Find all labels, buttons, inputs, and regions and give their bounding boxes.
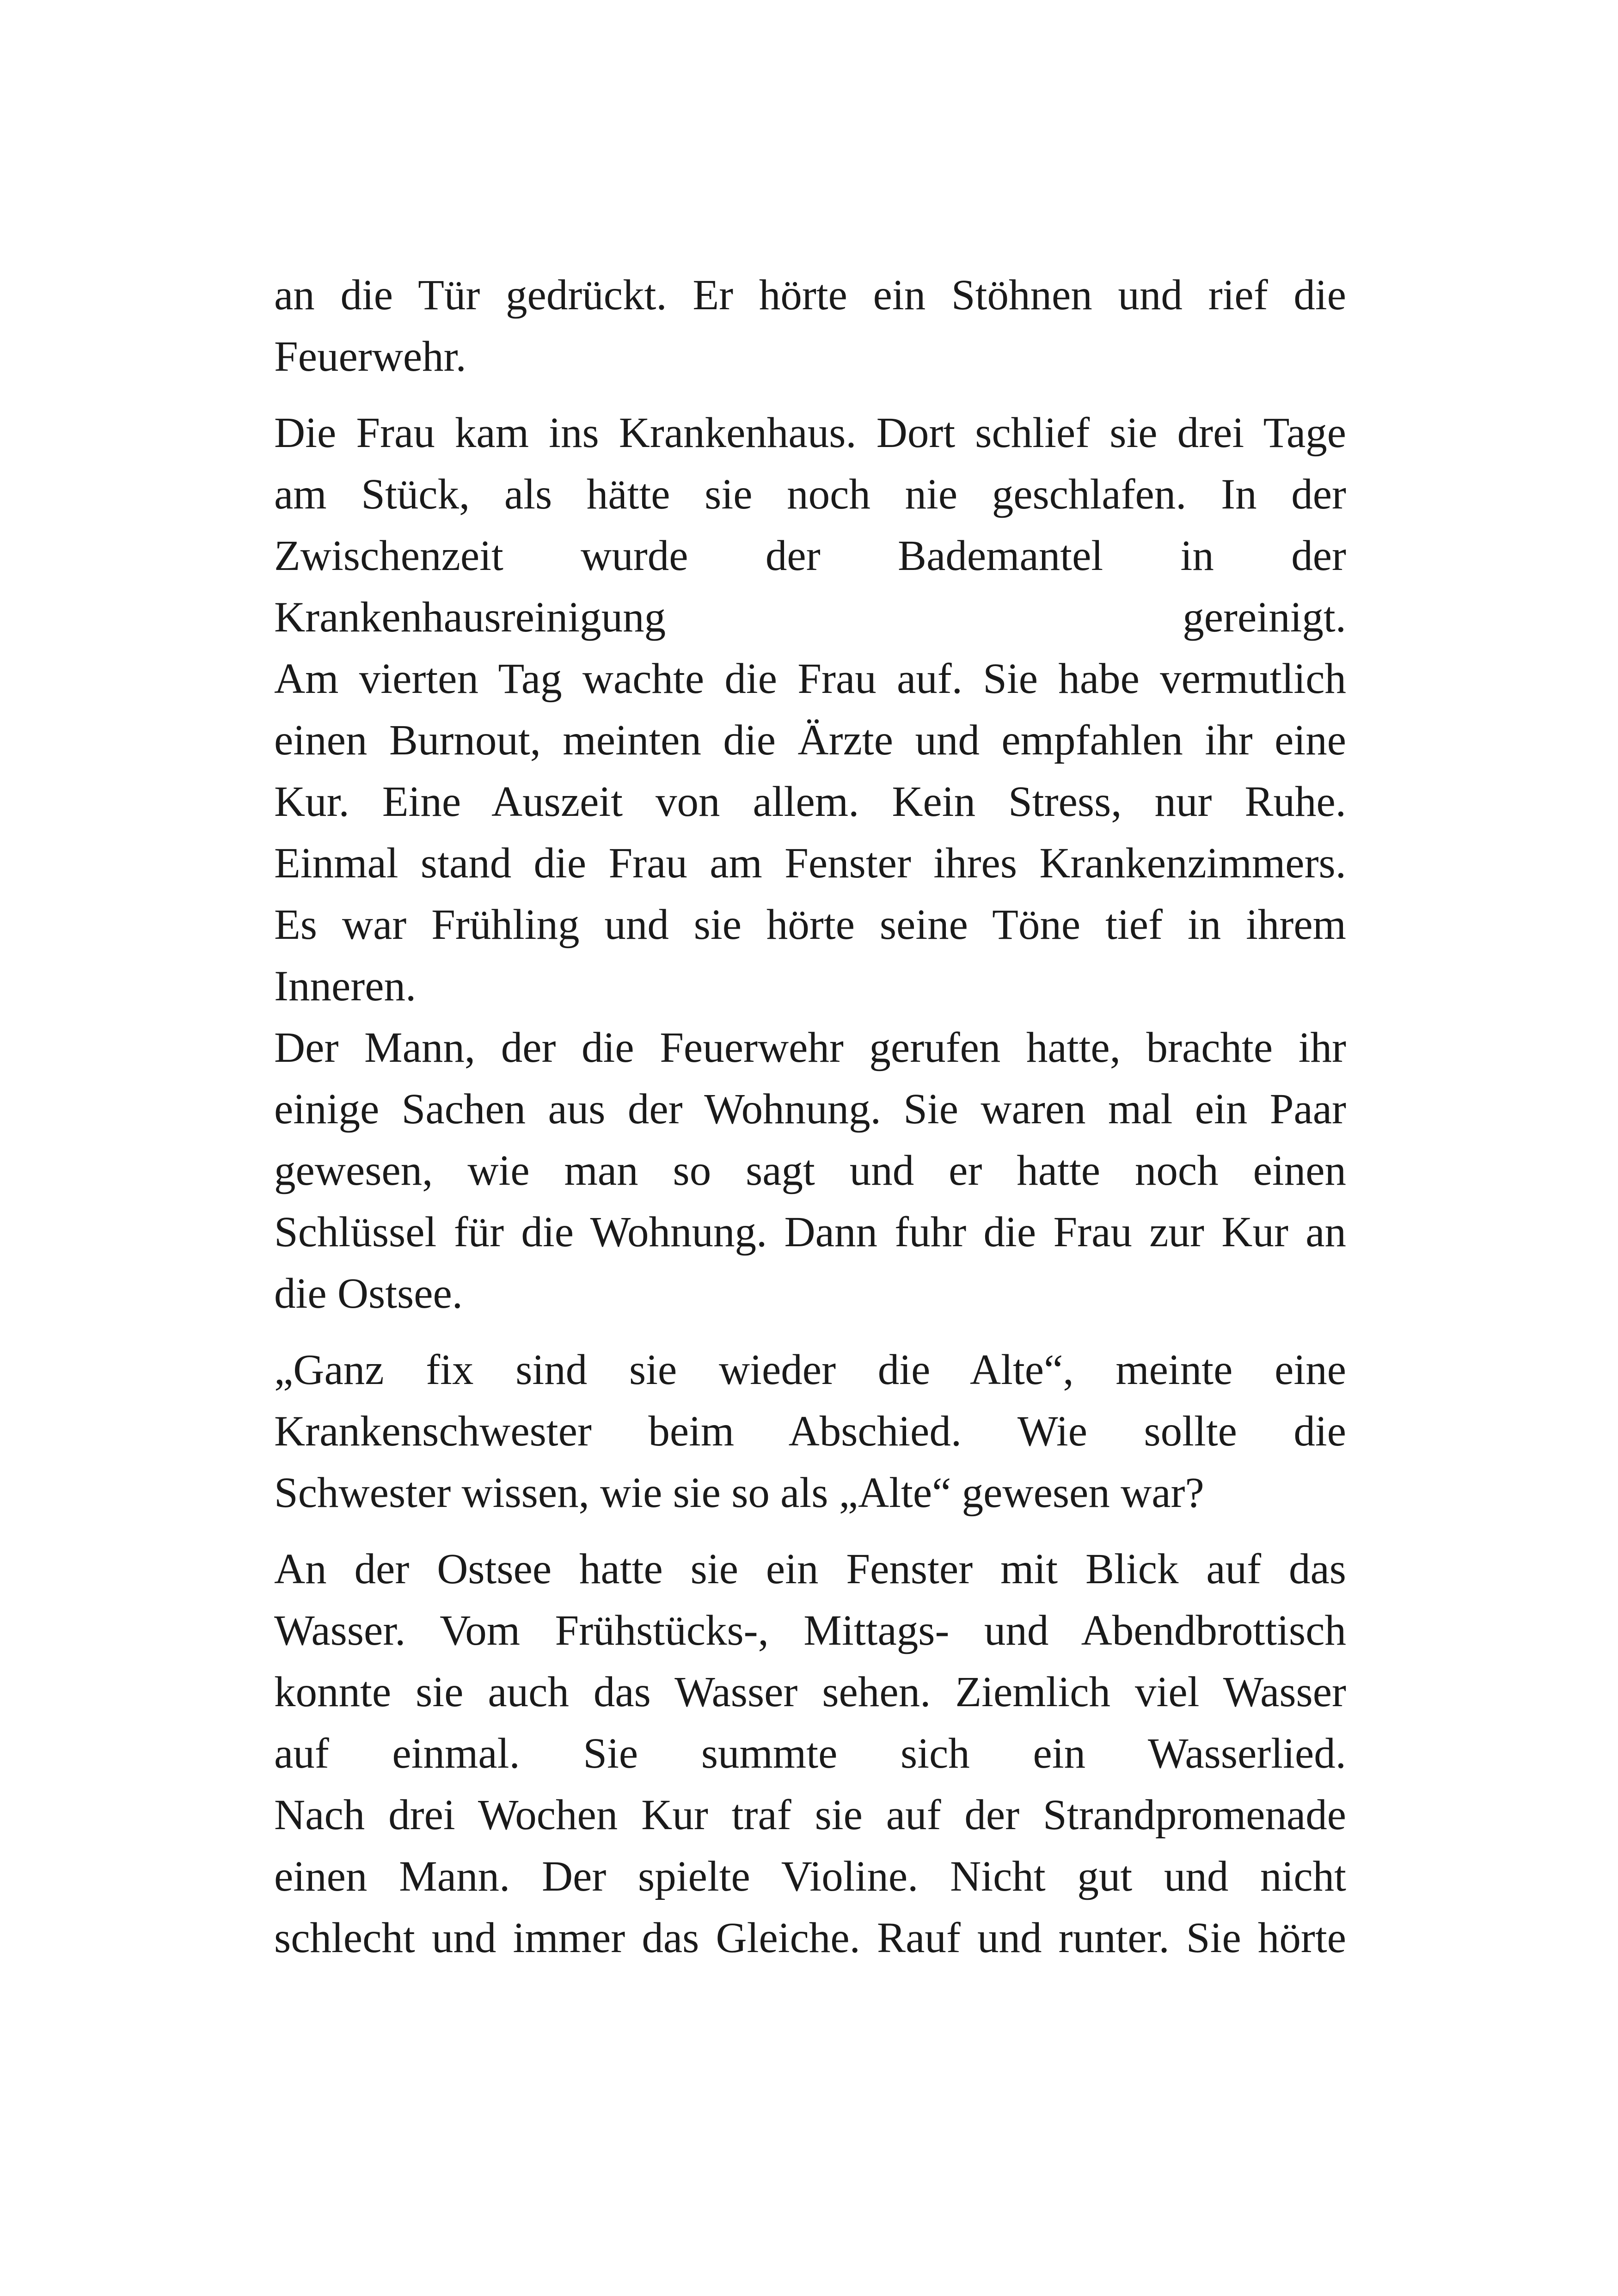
text-line: Krankenhausreinigung gereinigt. (274, 594, 1346, 641)
paragraph (274, 402, 1346, 1324)
text-line: Schlüssel für die Wohnung. Dann fuhr die Frau zur Kur an (274, 1208, 1346, 1256)
body-text (274, 264, 1346, 1969)
text-line: Schwester wissen, wie sie so als „Alte“ gewesen war? (274, 1469, 1204, 1517)
text-line: einen Mann. Der spielte Violine. Nicht gut und nicht (274, 1853, 1346, 1900)
paragraph (274, 264, 1346, 387)
text-line: auf einmal. Sie summte sich ein Wasserlied. (274, 1730, 1346, 1777)
paragraph (274, 1538, 1346, 1969)
text-line: Nach drei Wochen Kur traf sie auf der Strandpromenade (274, 1791, 1346, 1839)
text-line: Die Frau kam ins Krankenhaus. Dort schlief sie drei Tage (274, 409, 1346, 457)
text-line: An der Ostsee hatte sie ein Fenster mit Blick auf das (274, 1545, 1346, 1593)
text-line: Der Mann, der die Feuerwehr gerufen hatte, brachte ihr (274, 1024, 1346, 1071)
text-line: gewesen, wie man so sagt und er hatte noch einen (274, 1147, 1346, 1194)
text-line: die Ostsee. (274, 1270, 463, 1317)
text-line: an die Tür gedrückt. Er hörte ein Stöhnen und rief die (274, 271, 1346, 319)
text-line: Am vierten Tag wachte die Frau auf. Sie habe vermutlich (274, 655, 1346, 703)
text-line: Einmal stand die Frau am Fenster ihres Krankenzimmers. (274, 839, 1346, 887)
text-line: Feuerwehr. (274, 333, 466, 380)
text-line: „Ganz fix sind sie wieder die Alte“, meinte eine (274, 1346, 1346, 1394)
text-line: Inneren. (274, 962, 417, 1010)
text-line: einen Burnout, meinten die Ärzte und empfahlen ihr eine (274, 716, 1346, 764)
text-line: Kur. Eine Auszeit von allem. Kein Stress, nur Ruhe. (274, 778, 1346, 826)
text-line: einige Sachen aus der Wohnung. Sie waren mal ein Paar (274, 1085, 1346, 1133)
text-line: Wasser. Vom Frühstücks-, Mittags- und Abendbrottisch (274, 1607, 1346, 1654)
text-line: konnte sie auch das Wasser sehen. Ziemlich viel Wasser (274, 1668, 1346, 1716)
text-line: Es war Frühling und sie hörte seine Töne tief in ihrem (274, 901, 1346, 949)
text-line: schlecht und immer das Gleiche. Rauf und runter. Sie hörte (274, 1914, 1346, 1962)
paragraph (274, 1339, 1346, 1524)
text-line: Zwischenzeit wurde der Bademantel in der (274, 532, 1346, 580)
text-line: Krankenschwester beim Abschied. Wie sollte die (274, 1408, 1346, 1455)
text-line: am Stück, als hätte sie noch nie geschlafen. In der (274, 471, 1346, 518)
